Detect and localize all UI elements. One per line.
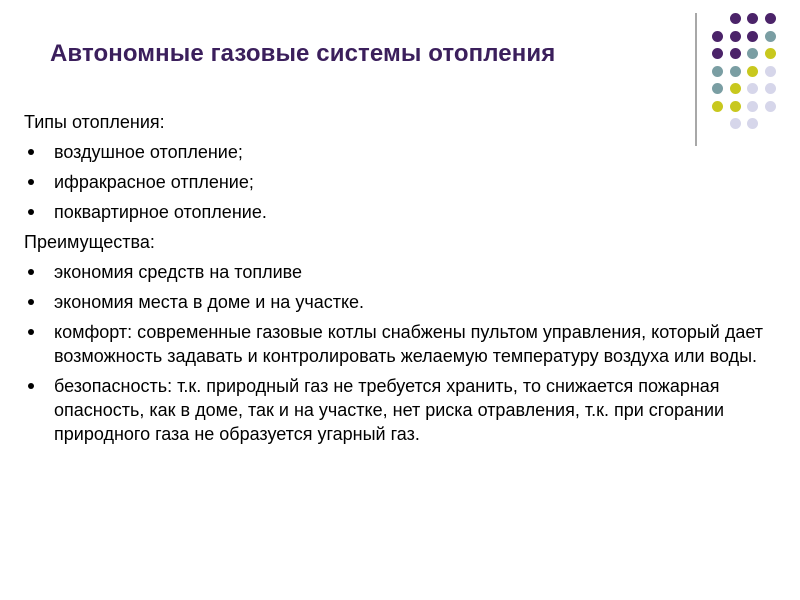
bullet-icon bbox=[28, 269, 34, 275]
bullet-icon bbox=[28, 179, 34, 185]
decorative-dot bbox=[712, 83, 723, 94]
decorative-dot bbox=[712, 48, 723, 59]
list-item-text: комфорт: современные газовые котлы снабжены пультом управления, который дает возможность задавать и контролировать желаемую температуру воздуха или воды. bbox=[54, 322, 764, 366]
section-advantages bbox=[24, 230, 774, 446]
section-heading: Преимущества: bbox=[24, 232, 155, 252]
bullet-list bbox=[24, 140, 774, 224]
decorative-dot bbox=[712, 31, 723, 42]
decorative-dot bbox=[747, 31, 758, 42]
list-item-text: ифракрасное отпление; bbox=[54, 172, 254, 192]
list-item bbox=[24, 320, 774, 368]
bullet-icon bbox=[28, 149, 34, 155]
list-item-text: экономия средств на топливе bbox=[54, 262, 303, 282]
decorative-dot bbox=[730, 13, 741, 24]
list-item bbox=[24, 374, 774, 446]
decorative-dot bbox=[765, 48, 776, 59]
bullet-icon bbox=[28, 329, 34, 335]
list-item-text: поквартирное отопление. bbox=[54, 202, 267, 222]
decorative-dot bbox=[765, 13, 776, 24]
decorative-dot bbox=[730, 66, 741, 77]
decorative-dot bbox=[730, 48, 741, 59]
list-item bbox=[24, 290, 774, 314]
decorative-dot bbox=[747, 13, 758, 24]
list-item bbox=[24, 260, 774, 284]
list-item-text: безопасность: т.к. природный газ не требуется хранить, то снижается пожарная опасность, как в доме, так и на участке, нет риска отравления, т.к. при сгорании природного газа не образуется угарный газ. bbox=[54, 376, 725, 444]
slide-body bbox=[24, 110, 774, 452]
decorative-dot bbox=[765, 83, 776, 94]
decorative-dot bbox=[730, 31, 741, 42]
decorative-dot bbox=[747, 83, 758, 94]
bullet-icon bbox=[28, 299, 34, 305]
slide-title: Автономные газовые системы отопления bbox=[50, 40, 556, 67]
bullet-icon bbox=[28, 209, 34, 215]
decorative-dot bbox=[747, 48, 758, 59]
decorative-dot bbox=[765, 31, 776, 42]
decorative-dot bbox=[730, 83, 741, 94]
section-heating-types bbox=[24, 110, 774, 224]
list-item-text: воздушное отопление; bbox=[54, 142, 243, 162]
decorative-dot bbox=[765, 66, 776, 77]
list-item bbox=[24, 140, 774, 164]
decorative-dot bbox=[747, 66, 758, 77]
list-item bbox=[24, 200, 774, 224]
list-item bbox=[24, 170, 774, 194]
list-item-text: экономия места в доме и на участке. bbox=[54, 292, 365, 312]
bullet-icon bbox=[28, 383, 34, 389]
section-heading: Типы отопления: bbox=[24, 112, 165, 132]
decorative-dot bbox=[712, 66, 723, 77]
bullet-list bbox=[24, 260, 774, 446]
